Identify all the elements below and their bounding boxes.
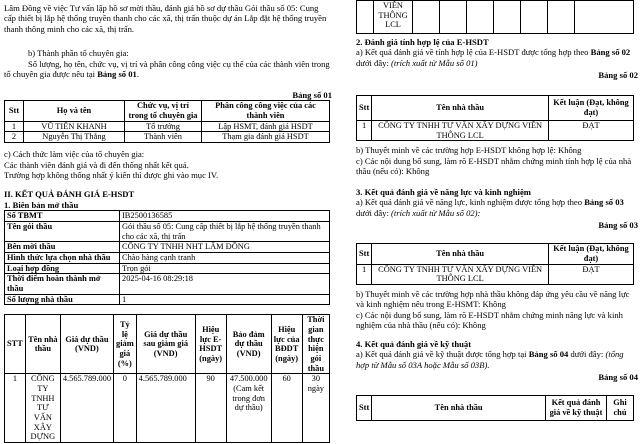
- validity-header: Kết luận (Đạt, không đạt): [549, 95, 634, 120]
- section-2-1-heading: 1. Biên bản mở thầu: [4, 199, 79, 210]
- right-column: [356, 0, 638, 421]
- table2-label: Bảng số 02: [598, 70, 638, 81]
- capacity-header: Stt: [357, 243, 372, 264]
- table-cell: [357, 1, 374, 34]
- intro-paragraph: Lâm Đồng về việc Tư vấn lập hồ sơ mời thầu, đánh giá hồ sơ dự thầu Gói thầu số 05: Cung cấp thiết bị lắp hệ thống truyền thanh cho các xã, thị trấn thuộc dự án Lắp đặt hệ thống truyền thanh thông minh cho các xã, thị trấn.: [4, 3, 327, 34]
- section-2-4-text: a) Kết quả đánh giá về kỹ thuật được tổng hợp tại Bảng số 04 dưới đây: (tổng hợp từ Mẫu số 03A hoặc Mẫu số 03B).: [356, 349, 624, 370]
- table-cell: Bên mời thầu: [5, 242, 120, 253]
- section-2-2-heading: 2. Đánh giá tính hợp lệ của E-HSDT: [356, 37, 489, 47]
- section-2-2-c: c) Các nội dung bổ sung, làm rõ E-HSDT nhằm chứng minh tính hợp lệ của nhà thầu (nếu có): Không: [356, 155, 632, 177]
- table-cell: 0: [114, 374, 137, 443]
- table-cell: IB2500136585: [120, 211, 330, 222]
- table-cell: Thạm gia đánh giá HSDT: [202, 132, 330, 143]
- section-2-3-text: a) Kết quả đánh giá về năng lực, kinh nghiệm được tổng hợp theo Bảng số 03 dưới đây: (trích xuất từ Mẫu số 02):: [356, 197, 624, 218]
- table-cell: Chào hàng cạnh tranh: [120, 253, 330, 264]
- bid-header: Thời gian thực hiện gói thầu: [302, 315, 329, 374]
- table-row: [5, 294, 330, 305]
- table-cell: 47.500.000 (Cam kết trong đơn dự thầu): [226, 374, 271, 443]
- bid-header: STT: [5, 315, 26, 374]
- table-cell: Tên gói thầu: [5, 222, 120, 242]
- table-row: [5, 242, 330, 253]
- table-cell: CÔNG TY TNHH NHT LÂM ĐỒNG: [120, 242, 330, 253]
- technical-header: Tên nhà thầu: [372, 395, 546, 420]
- table3-label: Bảng số 03: [598, 220, 638, 231]
- section-2-2-b: b) Thuyết minh về các trường hợp E-HSDT không hợp lệ: Không: [356, 145, 582, 156]
- section-2-2-text: a) Kết quả đánh giá về tính hợp lệ của E-HSDT được tổng hợp theo Bảng số 02 dưới đây: (trích xuất từ Mẫu số 01): [356, 47, 631, 68]
- bid-header: Giá dự thầu (VND): [60, 315, 113, 374]
- method-text-2: Trường hợp không thống nhất ý kiến thì được ghi vào mục IV.: [4, 169, 219, 180]
- method-text-1: Các thành viên đánh giá và đi đến thống nhất kết quả.: [4, 159, 189, 170]
- opening-info-table: [4, 210, 330, 305]
- table-row: [5, 374, 330, 443]
- table-cell: Loại hợp đồng: [5, 263, 120, 274]
- table-cell: 1: [357, 264, 372, 284]
- table-cell: Gói thầu số 05: Cung cấp thiết bị lắp hệ thống truyền thanh cho các xã, thị trấn: [120, 222, 330, 242]
- team-heading: b) Thành phần tổ chuyên gia:: [28, 48, 129, 59]
- table-cell: Thời điểm hoàn thành mở thầu: [5, 274, 120, 294]
- table-cell: 1: [120, 294, 330, 305]
- table1-header: Phân công công việc của các thành viên: [202, 101, 330, 121]
- bid-table: [4, 314, 330, 443]
- left-column: [4, 0, 332, 443]
- table-cell: [440, 1, 467, 34]
- table-cell: 1: [357, 120, 372, 140]
- table-cell: [494, 1, 521, 34]
- table-row: [5, 132, 330, 143]
- technical-header: Kết quả đánh giá về kỹ thuật: [546, 395, 607, 420]
- capacity-table: [356, 243, 634, 285]
- continued-table: [356, 0, 634, 34]
- table-cell: Trọn gói: [120, 263, 330, 274]
- table-cell: Lập HSMT, đánh giá HSDT: [202, 121, 330, 132]
- table-cell: VIỄN THÔNG LCL: [374, 1, 413, 34]
- technical-table: [356, 395, 634, 421]
- table-cell: 2025-04-16 08:29:18: [120, 274, 330, 294]
- table-cell: ĐẠT: [549, 264, 634, 284]
- table-cell: 60: [271, 374, 302, 443]
- validity-table: [356, 95, 634, 141]
- bid-header: Hiệu lực của BĐDT (ngày): [271, 315, 302, 374]
- technical-header: Stt: [357, 395, 372, 420]
- table1-header: Họ và tên: [24, 101, 125, 121]
- table1-header: Chức vụ, vị trí trong tổ chuyên gia: [125, 101, 202, 121]
- bid-header: Giá dự thầu sau giảm giá (VND): [136, 315, 195, 374]
- table-row: [5, 211, 330, 222]
- table-cell: Tổ trưởng: [125, 121, 202, 132]
- section-2-heading: II. KẾT QUẢ ĐÁNH GIÁ E-HSDT: [4, 189, 135, 200]
- section-2-3-heading: 3. Kết quả đánh giá về năng lực và kinh nghiệm: [356, 186, 531, 197]
- table-cell: [548, 1, 575, 34]
- table4-label: Bảng số 04: [598, 372, 638, 383]
- capacity-header: Tên nhà thầu: [372, 243, 549, 264]
- capacity-header: Kết luận (Đạt, không đạt): [549, 243, 634, 264]
- table-cell: 4.565.789.000: [60, 374, 113, 443]
- table-cell: ĐẠT: [549, 120, 634, 140]
- table-row: [5, 253, 330, 264]
- table-row: [5, 274, 330, 294]
- team-paragraph: Số lượng, họ tên, chức vụ, vị trí và phân công công việc cụ thể của các thành viên trong tổ chuyên gia được nêu tại Bảng số 01.: [4, 58, 330, 80]
- team-table: [4, 100, 330, 143]
- table-cell: Hình thức lựa chọn nhà thầu: [5, 253, 120, 264]
- table-cell: 30 ngày: [302, 374, 329, 443]
- table-row: [357, 1, 634, 34]
- table-cell: 2: [5, 132, 24, 143]
- section-2-4-heading: 4. Kết quả đánh giá về kỹ thuật: [356, 338, 472, 349]
- table-cell: VŨ TIẾN KHANH: [24, 121, 125, 132]
- table-cell: [575, 1, 634, 34]
- table-cell: Số TBMT: [5, 211, 120, 222]
- bid-header: Tên nhà thầu: [25, 315, 60, 374]
- section-2-3-c: c) Các nội dung bổ sung, làm rõ E-HSDT nhằm chứng minh năng lực và kinh nghiệm của nhà thầu (nếu có): Không: [356, 309, 623, 331]
- table-cell: [413, 1, 440, 34]
- section-2-3-b: b) Thuyết minh về các trường hợp nhà thầu không đáp ứng yêu cầu về năng lực và kinh nghiệm nêu trong E-HSMT: Không: [356, 288, 630, 310]
- bid-header: Tỷ lệ giảm giá (%): [114, 315, 137, 374]
- table-row: [5, 263, 330, 274]
- bid-header: Bảo đảm dự thầu (VND): [226, 315, 271, 374]
- table1-label: Bảng số 01: [292, 89, 332, 100]
- validity-header: Tên nhà thầu: [372, 95, 549, 120]
- table-cell: Nguyễn Thị Thắng: [24, 132, 125, 143]
- table-cell: Thành viên: [125, 132, 202, 143]
- table-cell: 90: [195, 374, 226, 443]
- method-heading: c) Cách thức làm việc của tổ chuyên gia:: [4, 149, 145, 160]
- table-row: [5, 121, 330, 132]
- table-cell: Số lượng nhà thầu: [5, 294, 120, 305]
- table-cell: CÔNG TY TNHH TƯ VẤN XÂY DỰNG VIỄN THÔNG LCL: [372, 264, 549, 284]
- table-cell: [467, 1, 494, 34]
- table-cell: [521, 1, 548, 34]
- table1-header: Stt: [5, 101, 24, 121]
- table-row: [357, 120, 634, 140]
- table-row: [5, 222, 330, 242]
- table-row: [357, 264, 634, 284]
- technical-header: Ghi chú: [607, 395, 634, 420]
- table-cell: CÔNG TY TNHH TƯ VẤN XÂY DỰNG: [25, 374, 60, 443]
- table-cell: 4.565.789.000: [136, 374, 195, 443]
- table-cell: CÔNG TY TNHH TƯ VẤN XÂY DỰNG VIỄN THÔNG LCL: [372, 120, 549, 140]
- bid-header: Hiệu lực E-HSDT (ngày): [195, 315, 226, 374]
- validity-header: Stt: [357, 95, 372, 120]
- table-cell: 1: [5, 374, 26, 443]
- table-cell: 1: [5, 121, 24, 132]
